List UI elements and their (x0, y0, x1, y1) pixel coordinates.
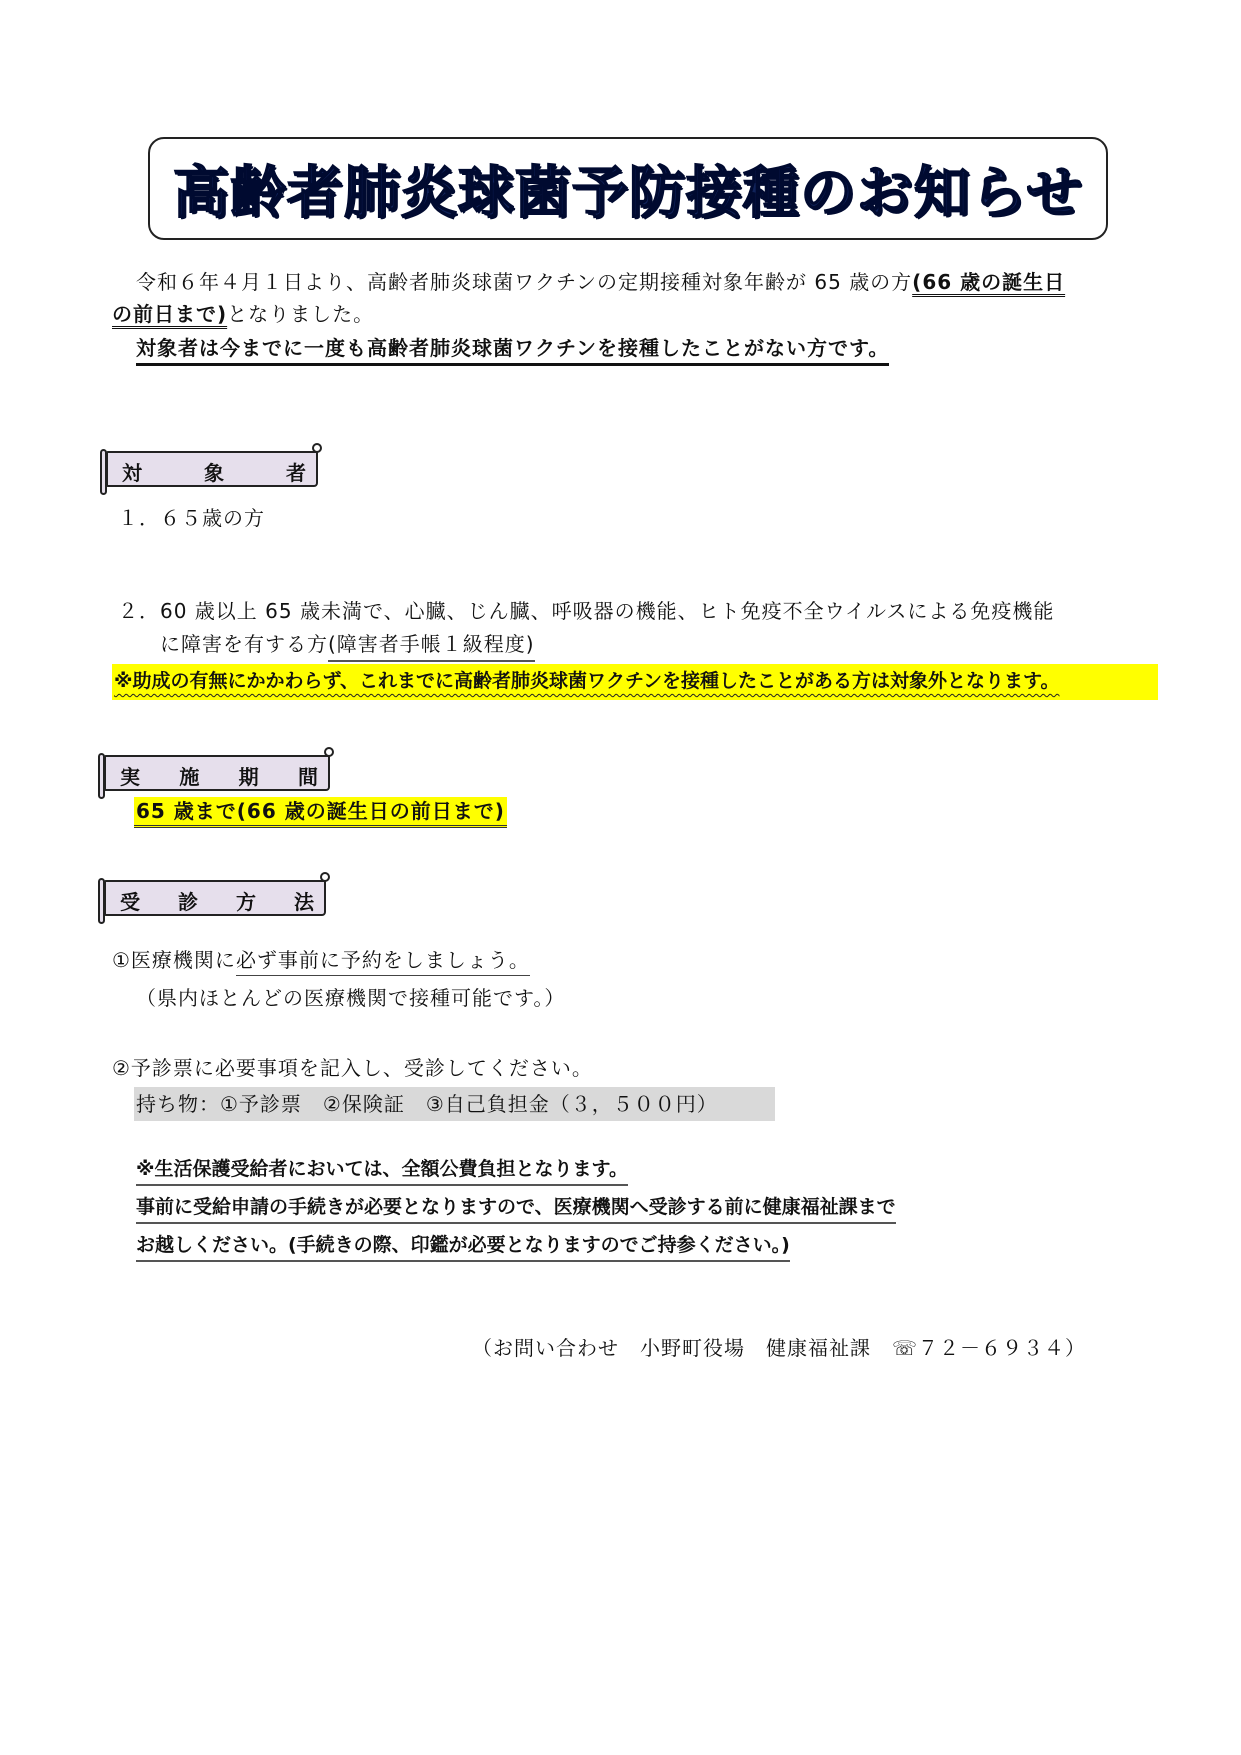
intro-bold-date: (66 歳の誕生日 (912, 270, 1066, 294)
banner-scroll-rod (100, 449, 107, 495)
method-step-1: ①医療機関に必ず事前に予約をしましょう。 (112, 950, 530, 970)
section-banner-target (106, 451, 318, 487)
welfare-line-2: 事前に受給申請の手続きが必要となりますので、医療機関へ受診する前に健康福祉課まで (136, 1198, 896, 1217)
welfare-line-3: お越しください。(手続きの際、印鑑が必要となりますのでご持参ください。) (136, 1236, 790, 1255)
banner-scroll-knob (312, 443, 322, 453)
belongings-box: 持ち物：①予診票 ②保険証 ③自己負担金（３，５００円） (134, 1087, 775, 1121)
intro-eligibility-note: 対象者は今までに一度も高齢者肺炎球菌ワクチンを接種したことがない方です。 (136, 336, 889, 366)
target-item-2-line-1: ２．60 歳以上 65 歳未満で、心臓、じん臓、呼吸器の機能、ヒト免疫不全ウイルスによる免疫機能 (118, 599, 1055, 623)
intro-text-cont: となりました。 (227, 302, 375, 326)
intro-text: 令和６年４月１日より、高齢者肺炎球菌ワクチンの定期接種対象年齢が 65 歳の方 (136, 270, 913, 294)
method-step-2: ②予診票に必要事項を記入し、受診してください。 (112, 1056, 593, 1080)
welfare-line-1: ※生活保護受給者においては、全額公費負担となります。 (136, 1160, 628, 1179)
phone-number: ７２－６９３４） (918, 1336, 1087, 1360)
disability-note: (障害者手帳１級程度) (328, 632, 535, 662)
section-banner-period (104, 755, 330, 791)
intro-line-3 (136, 338, 889, 358)
period-text: 65 歳まで(66 歳の誕生日の前日まで) (134, 797, 507, 828)
intro-line-2 (112, 304, 374, 324)
reservation-note: 必ず事前に予約をしましょう。 (236, 948, 530, 976)
method-step-1-note: （県内ほとんどの医療機関で接種可能です。） (136, 986, 566, 1010)
title-box (148, 137, 1108, 240)
target-item-1: １．６５歳の方 (118, 506, 265, 530)
banner-scroll-rod (98, 753, 105, 799)
banner-label: 対 象 者 (122, 461, 306, 485)
banner-scroll-knob (320, 872, 330, 882)
section-banner-method (104, 880, 326, 916)
contact-info: （お問い合わせ 小野町役場 健康福祉課 ☏７２－６９３４） (472, 1336, 1087, 1360)
intro-line-1 (136, 272, 1065, 292)
banner-label: 実 施 期 間 (120, 765, 318, 789)
banner-label: 受 診 方 法 (120, 890, 314, 914)
intro-bold-date-cont: の前日まで) (112, 302, 228, 326)
page-title: 高齢者肺炎球菌予防接種のお知らせ (172, 160, 1084, 226)
banner-scroll-rod (98, 878, 105, 924)
banner-scroll-knob (324, 747, 334, 757)
phone-icon: ☏ (892, 1336, 919, 1360)
ineligibility-notice: ※助成の有無にかかわらず、これまでに高齢者肺炎球菌ワクチンを接種したことがある方は対象外となります。 (114, 670, 1060, 692)
target-item-2-line-2: に障害を有する方(障害者手帳１級程度) (160, 634, 535, 654)
